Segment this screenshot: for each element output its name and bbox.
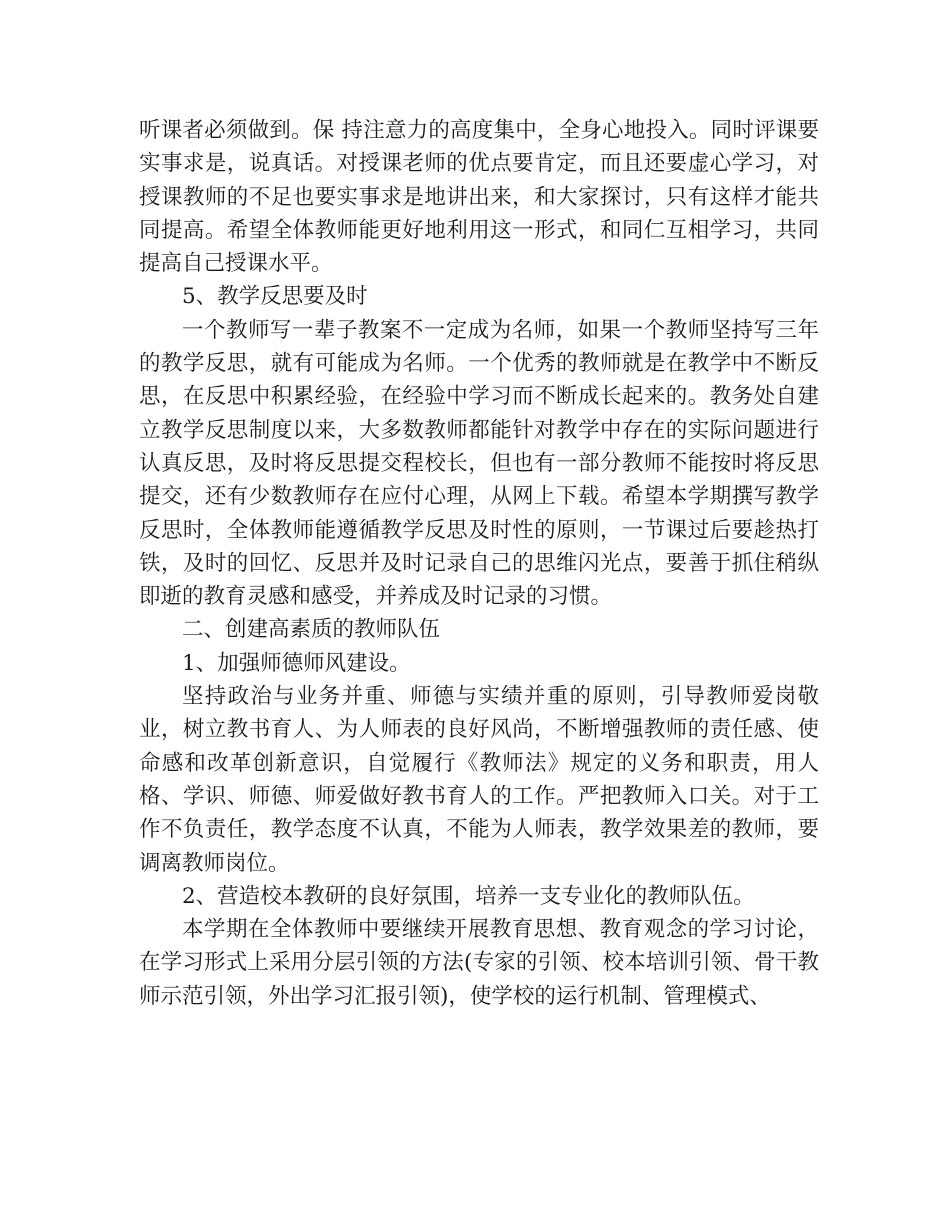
section-heading-reflection: 5、教学反思要及时 [182,284,368,310]
paragraph-research: 本学期在全体教师中要继续开展教育思想、教育观念的学习讨论，在学习形式上采用分层引领的方法(专家的引领、校本培训引领、骨干教师示范引领，外出学习汇报引领)，使学校的运行机制、管理模式、 [139,917,819,1009]
section-heading-ethics: 1、加强师德师风建设。 [182,650,411,676]
section-heading-teacher-team: 二、创建高素质的教师队伍 [182,617,441,643]
document-body [139,114,819,1013]
section-heading-research: 2、营造校本教研的良好氛围，培养一支专业化的教师队伍。 [182,883,755,909]
continuation-paragraph: 听课者必须做到。保 持注意力的高度集中，全身心地投入。同时评课要实事求是，说真话。对授课老师的优点要肯定，而且还要虚心学习，对授课教师的不足也要实事求是地讲出来，和大家探讨，只有这样才能共同提高。希望全体教师能更好地利用这一形式，和同仁互相学习，共同提高自己授课水平。 [139,118,819,277]
paragraph-ethics: 坚持政治与业务并重、师德与实绩并重的原则，引导教师爱岗敬业，树立教书育人、为人师表的良好风尚，不断增强教师的责任感、使命感和改革创新意识，自觉履行《教师法》规定的义务和职责，用人格、学识、师德、师爱做好教书育人的工作。严把教师入口关。对于工作不负责任，教学态度不认真，不能为人师表，教学效果差的教师，要调离教师岗位。 [139,684,819,876]
paragraph-reflection: 一个教师写一辈子教案不一定成为名师，如果一个教师坚持写三年的教学反思，就有可能成为名师。一个优秀的教师就是在教学中不断反思，在反思中积累经验，在经验中学习而不断成长起来的。教务处自建立教学反思制度以来，大多数教师都能针对教学中存在的实际问题进行认真反思，及时将反思提交程校长，但也有一部分教师不能按时将反思提交，还有少数教师存在应付心理，从网上下载。希望本学期撰写教学反思时，全体教师能遵循教学反思及时性的原则，一节课过后要趁热打铁，及时的回忆、反思并及时记录自己的思维闪光点，要善于抓住稍纵即逝的教育灵感和感受，并养成及时记录的习惯。 [139,317,819,610]
